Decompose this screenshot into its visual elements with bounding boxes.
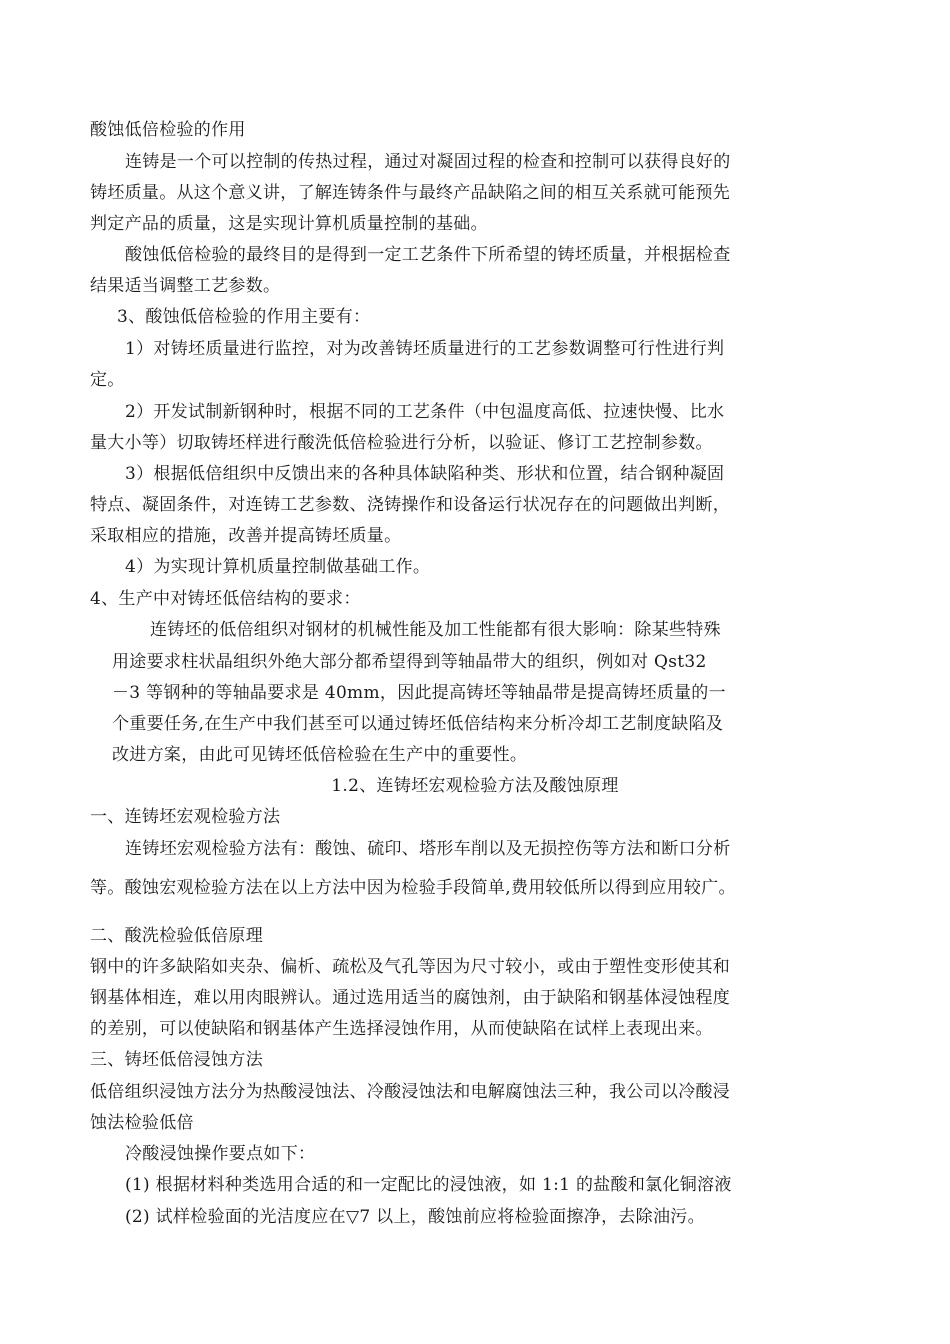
paragraph-line: 钢中的许多缺陷如夹杂、偏析、疏松及气孔等因为尺寸较小，或由于塑性变形使其和 [90, 957, 731, 977]
paragraph-line: 改进方案，由此可见铸坯低倍检验在生产中的重要性。 [112, 745, 528, 765]
paragraph-line: 等。酸蚀宏观检验方法在以上方法中因为检验手段简单,费用较低所以得到应用较广。 [90, 878, 736, 898]
list-item: (2) 试样检验面的光洁度应在▽7 以上，酸蚀前应将检验面擦净，去除油污。 [125, 1207, 705, 1227]
paragraph-line: －3 等钢种的等轴晶要求是 40mm，因此提高铸坯等轴晶带是提高铸坯质量的一 [112, 683, 726, 703]
list-item: 3）根据低倍组织中反馈出来的各种具体缺陷种类、形状和位置，结合钢种凝固 [125, 464, 725, 484]
paragraph-line: 结果适当调整工艺参数。 [90, 276, 281, 296]
list-item: (1) 根据材料种类选用合适的和一定配比的浸蚀液，如 1:1 的盐酸和氯化铜溶液 [125, 1175, 732, 1195]
paragraph-line: 个重要任务,在生产中我们甚至可以通过铸坯低倍结构来分析冷却工艺制度缺陷及 [112, 714, 724, 734]
list-item-continuation: 特点、凝固条件，对连铸工艺参数、浇铸操作和设备运行状况存在的问题做出判断， [90, 495, 731, 515]
paragraph-line: 连铸坯的低倍组织对钢材的机械性能及加工性能都有很大影响：除某些特殊 [150, 620, 721, 640]
section-heading: 酸蚀低倍检验的作用 [90, 120, 246, 140]
paragraph-line: 判定产品的质量，这是实现计算机质量控制的基础。 [90, 214, 488, 234]
section-heading: 二、酸洗检验低倍原理 [90, 926, 263, 946]
list-item-continuation: 定。 [90, 370, 125, 390]
paragraph-line: 冷酸浸蚀操作要点如下： [125, 1144, 316, 1164]
list-item: 4）为实现计算机质量控制做基础工作。 [125, 557, 431, 577]
list-item: 1）对铸坯质量进行监控，对为改善铸坯质量进行的工艺参数调整可行性进行判 [125, 339, 725, 359]
paragraph-line: 酸蚀低倍检验的最终目的是得到一定工艺条件下所希望的铸坯质量，并根据检查 [125, 245, 731, 265]
section-heading: 一、连铸坯宏观检验方法 [90, 807, 281, 827]
paragraph-line: 低倍组织浸蚀方法分为热酸浸蚀法、冷酸浸蚀法和电解腐蚀法三种，我公司以冷酸浸 [90, 1082, 731, 1102]
paragraph-line: 用途要求柱状晶组织外绝大部分都希望得到等轴晶带大的组织，例如对 Qst32 [112, 652, 707, 672]
list-item: 2）开发试制新钢种时，根据不同的工艺条件（中包温度高低、拉速快慢、比水 [125, 402, 725, 422]
paragraph-line: 连铸坯宏观检验方法有：酸蚀、硫印、塔形车削以及无损控伤等方法和断口分析 [125, 839, 731, 859]
section-title: 1.2、连铸坯宏观检验方法及酸蚀原理 [331, 776, 619, 796]
paragraph-line: 铸坯质量。从这个意义讲，了解连铸条件与最终产品缺陷之间的相互关系就可能预先 [90, 183, 731, 203]
paragraph-line: 的差别，可以使缺陷和钢基体产生选择浸蚀作用，从而使缺陷在试样上表现出来。 [90, 1019, 713, 1039]
list-item-continuation: 量大小等）切取铸坯样进行酸洗低倍检验进行分析，以验证、修订工艺控制参数。 [90, 433, 713, 453]
paragraph-line: 蚀法检验低倍 [90, 1113, 194, 1133]
numbered-heading: 4、生产中对铸坯低倍结构的要求： [90, 589, 361, 609]
numbered-heading: 3、酸蚀低倍检验的作用主要有： [117, 307, 371, 327]
list-item-continuation: 采取相应的措施，改善并提高铸坯质量。 [90, 526, 402, 546]
paragraph-line: 连铸是一个可以控制的传热过程，通过对凝固过程的检查和控制可以获得良好的 [125, 152, 731, 172]
section-heading: 三、铸坯低倍浸蚀方法 [90, 1050, 263, 1070]
paragraph-line: 钢基体相连，难以用肉眼辨认。通过选用适当的腐蚀剂，由于缺陷和钢基体浸蚀程度 [90, 988, 731, 1008]
